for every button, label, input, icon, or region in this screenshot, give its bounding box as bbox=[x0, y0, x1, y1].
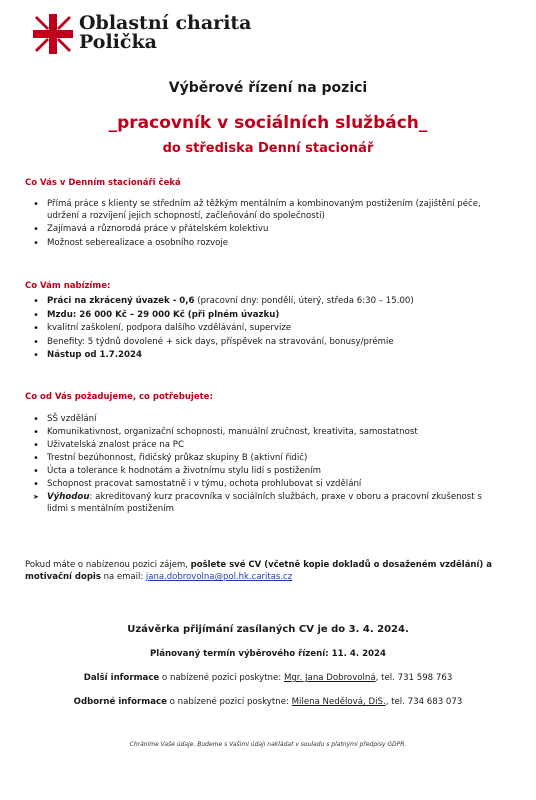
list-item: • kvalitní zaškolení, podpora dalšího vzdělávání, supervize bbox=[25, 323, 505, 335]
charity-cross-icon bbox=[33, 14, 73, 54]
offer-list bbox=[25, 296, 505, 362]
gdpr-footer: Chráníme Vaše údaje. Budeme s Vašimi údaji nakládat v souladu s platnými předpisy GDPR. bbox=[129, 741, 407, 748]
list-item: • Komunikativnost, organizační schopnosti, manuální zručnost, kreativita, samostatnost bbox=[25, 427, 505, 439]
advantage-text: : akreditovaný kurz pracovníka v sociálních službách, praxe v oboru a pracovní zkušenost s lidmi s mentálním postižením bbox=[47, 492, 482, 514]
section-heading-offer: Co Vám nabízíme: bbox=[25, 281, 111, 291]
logo-line-1: Oblastní charita bbox=[79, 12, 252, 34]
offer-item-start: Nástup od 1.7.2024 bbox=[47, 350, 142, 360]
awaits-list bbox=[25, 199, 505, 249]
list-item: • Trestní bezúhonnost, řidičský průkaz skupiny B (aktivní řidič) bbox=[25, 453, 505, 465]
position-title: _pracovník v sociálních službách_ bbox=[108, 113, 428, 133]
list-item: • SŠ vzdělání bbox=[25, 414, 505, 426]
list-item bbox=[25, 310, 505, 322]
list-item: • Úcta a tolerance k hodnotám a životnímu stylu lidí s postižením bbox=[25, 466, 505, 478]
require-list bbox=[25, 414, 505, 515]
contact-intro-end: na email: bbox=[100, 572, 146, 582]
info-1-text: o nabízené pozici poskytne: bbox=[159, 673, 284, 683]
info-line-2 bbox=[0, 697, 536, 707]
page-title: Výběrové řízení na pozici bbox=[168, 80, 368, 96]
logo-text bbox=[79, 14, 252, 52]
list-item: • Přímá práce s klienty se středním až těžkým mentálním a kombinovaným postižením (zajištění péče, udržení a rozvíjení jejich schopností, začleňování do společnosti) bbox=[25, 199, 505, 222]
position-place: do střediska Denní stacionář bbox=[162, 141, 374, 156]
contact-paragraph bbox=[25, 559, 520, 583]
list-item: • Možnost seberealizace a osobního rozvoje bbox=[25, 238, 505, 250]
info-1-label: Další informace bbox=[83, 673, 160, 683]
info-1-tel: , tel. 731 598 763 bbox=[375, 673, 453, 683]
info-2-name: Milena Nedělová, DiS. bbox=[291, 697, 386, 707]
advantage-label: Výhodou bbox=[47, 492, 90, 502]
email-link[interactable]: jana.dobrovolna@pol.hk.caritas.cz bbox=[145, 572, 293, 582]
list-item: • Benefity: 5 týdnů dovolené + sick days, příspěvek na stravování, bonusy/prémie bbox=[25, 337, 505, 349]
offer-item-rest: (pracovní dny: pondělí, úterý, středa 6:30 – 15.00) bbox=[194, 296, 414, 306]
offer-item-salary: Mzdu: 26 000 Kč – 29 000 Kč (při plném úvazku) bbox=[47, 309, 280, 320]
info-line-1 bbox=[0, 673, 536, 683]
interview-date: Plánovaný termín výběrového řízení: 11. 4. 2024 bbox=[149, 649, 386, 659]
info-2-label: Odborné informace bbox=[73, 697, 167, 707]
list-item: • Uživatelská znalost práce na PC bbox=[25, 440, 505, 452]
section-heading-require: Co od Vás požadujeme, co potřebujete: bbox=[25, 392, 213, 402]
charity-logo bbox=[33, 14, 252, 54]
list-item bbox=[25, 492, 505, 515]
list-item: • Schopnost pracovat samostatně i v týmu, ochota prohlubovat si vzdělání bbox=[25, 479, 505, 491]
list-item bbox=[25, 296, 505, 308]
contact-intro: Pokud máte o nabízenou pozici zájem, bbox=[25, 560, 191, 570]
list-item: • Zajímavá a různorodá práce v přátelském kolektivu bbox=[25, 224, 505, 236]
contact-intro-bold: pošlete své CV (včetně kopie dokladů o dosaženém vzdělání) a motivační dopis bbox=[25, 560, 492, 582]
list-item bbox=[25, 350, 505, 362]
logo-line-2: Polička bbox=[79, 31, 157, 53]
info-1-name: Mgr. Jana Dobrovolná bbox=[283, 673, 376, 683]
offer-item-bold: Práci na zkrácený úvazek - 0,6 bbox=[47, 296, 195, 306]
deadline: Uzávěrka přijímání zasílaných CV je do 3. 4. 2024. bbox=[127, 624, 409, 635]
info-2-tel: , tel. 734 683 073 bbox=[385, 697, 463, 707]
section-heading-awaits: Co Vás v Denním stacionáři čeká bbox=[25, 178, 181, 188]
info-2-text: o nabízené pozici poskytne: bbox=[166, 697, 292, 707]
